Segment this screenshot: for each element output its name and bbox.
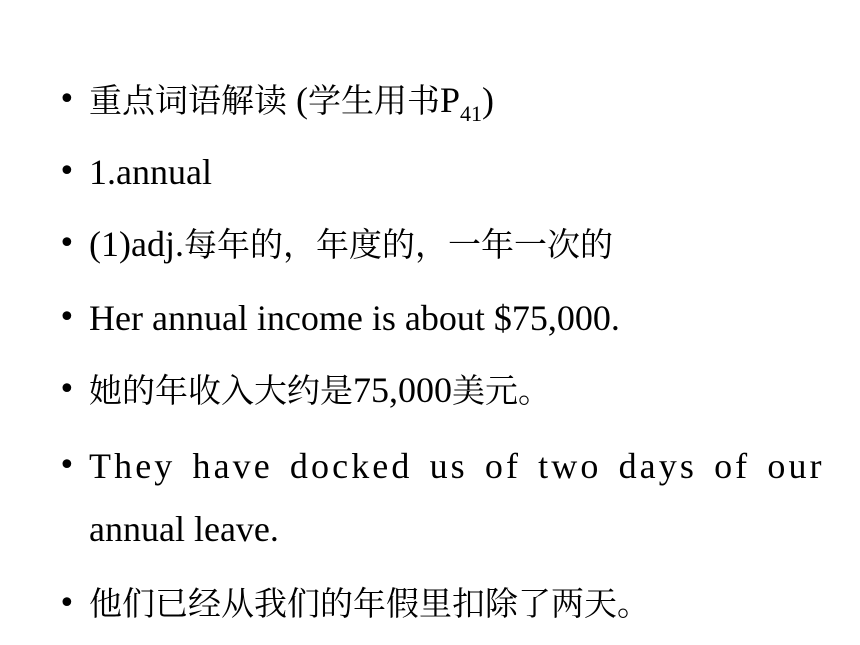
translation-1-text <box>89 370 551 411</box>
bullet-icon: • <box>58 82 76 117</box>
bullet-icon: • <box>58 448 76 483</box>
example-1-text: Her annual income is about $75,000. <box>89 298 620 338</box>
example-2-line-1: They have docked us of two days of our <box>89 446 825 486</box>
bullet-icon: • <box>58 586 76 621</box>
bullet-icon: • <box>58 372 76 407</box>
heading-book: 学生用书 <box>308 81 440 120</box>
heading-text <box>89 80 494 125</box>
bullet-icon: • <box>58 226 76 261</box>
translation-1-number: 75,000 <box>353 370 452 410</box>
definition-text <box>89 224 613 265</box>
heading-page-letter: P <box>440 80 461 120</box>
definition-pos: (1)adj. <box>89 224 184 264</box>
bullet-icon: • <box>58 154 76 189</box>
heading-page-number: 41 <box>460 101 483 126</box>
word-text: 1.annual <box>89 152 212 192</box>
heading-paren-close: ) <box>482 80 495 120</box>
translation-2-text: 他们已经从我们的年假里扣除了两天。 <box>89 584 650 623</box>
translation-1-cjk: 她的年收入大约是 <box>89 371 353 410</box>
translation-1-unit: 美元。 <box>452 371 551 410</box>
example-2-line-2: annual leave. <box>89 509 279 549</box>
bullet-icon: • <box>58 300 76 335</box>
heading-cjk: 重点词语解读 <box>89 81 287 120</box>
heading-paren-open: ( <box>287 80 308 120</box>
definition-meaning: 每年的，年度的，一年一次的 <box>183 225 613 264</box>
